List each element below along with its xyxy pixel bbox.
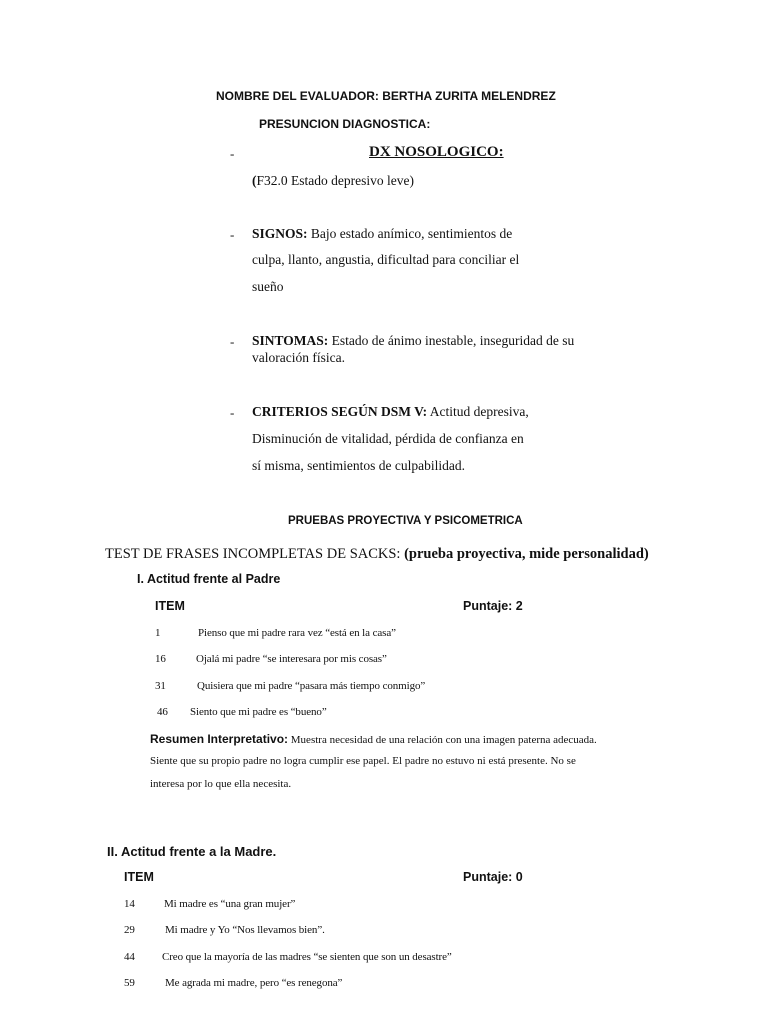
signos-line-3: sueño [252, 279, 284, 294]
criterios-line-1 [252, 404, 529, 420]
sintomas-line-2: valoración física. [252, 350, 345, 365]
item-number: 16 [155, 653, 166, 665]
criterios-text: Actitud depresiva, [427, 404, 529, 419]
bullet-dash: - [230, 146, 235, 161]
criterios-line-2: Disminución de vitalidad, pérdida de confianza en [252, 431, 524, 446]
signos-line-1 [252, 226, 512, 242]
sacks-test-title [105, 546, 649, 563]
item-text: Pienso que mi padre rara vez “está en la casa” [198, 627, 396, 639]
section-2-title: II. Actitud frente a la Madre. [107, 844, 277, 859]
item-text: Siento que mi padre es “bueno” [190, 706, 327, 718]
item-number: 46 [157, 706, 168, 718]
sacks-note: (prueba proyectiva, mide personalidad) [400, 546, 649, 562]
item-number: 1 [155, 627, 161, 639]
sintomas-label: SINTOMAS: [252, 333, 329, 348]
sacks-title-text: TEST DE FRASES INCOMPLETAS DE SACKS: [105, 546, 401, 562]
item-text: Mi madre y Yo “Nos llevamos bien”. [165, 924, 325, 936]
summary-label: Resumen Interpretativo: [150, 732, 289, 746]
signos-text: Bajo estado anímico, sentimientos de [307, 226, 513, 241]
item-number: 44 [124, 951, 135, 963]
item-text: Ojalá mi padre “se interesara por mis cosas” [196, 653, 387, 665]
section-1-title: I. Actitud frente al Padre [137, 572, 281, 586]
item-text: Quisiera que mi padre “pasara más tiempo conmigo” [197, 680, 426, 692]
bullet-dash: - [230, 405, 235, 420]
summary-text: Muestra necesidad de una relación con una imagen paterna adecuada. [288, 734, 597, 746]
item-text: Creo que la mayoría de las madres “se sienten que son un desastre” [162, 951, 452, 963]
evaluator-name: NOMBRE DEL EVALUADOR: BERTHA ZURITA MELENDREZ [216, 89, 556, 103]
sintomas-line-1 [252, 333, 574, 349]
item-number: 59 [124, 977, 135, 989]
summary-line-3: interesa por lo que ella necesita. [150, 778, 292, 790]
summary-line-2: Siente que su propio padre no logra cumplir ese papel. El padre no estuvo ni está presente. No se [150, 755, 576, 767]
item-number: 14 [124, 898, 135, 910]
criterios-line-3: sí misma, sentimientos de culpabilidad. [252, 458, 465, 473]
sintomas-text: Estado de ánimo inestable, inseguridad de su [328, 333, 575, 348]
item-number: 29 [124, 924, 135, 936]
item-text: Mi madre es “una gran mujer” [164, 898, 296, 910]
dx-code [252, 173, 414, 189]
section-2-score: Puntaje: 0 [463, 870, 523, 884]
section-1-score: Puntaje: 2 [463, 599, 523, 613]
item-text: Me agrada mi madre, pero “es renegona” [165, 977, 343, 989]
bullet-dash: - [230, 227, 235, 242]
summary-line-1 [150, 732, 597, 746]
presuncion-heading: PRESUNCION DIAGNOSTICA: [259, 117, 431, 131]
dx-open-paren: ( [252, 173, 257, 188]
section-1-item-label: ITEM [155, 599, 185, 613]
item-number: 31 [155, 680, 166, 692]
signos-label: SIGNOS: [252, 226, 308, 241]
dx-nosologico-title: DX NOSOLOGICO: [369, 144, 504, 160]
dx-text: F32.0 Estado depresivo leve) [256, 173, 414, 188]
section-2-item-label: ITEM [124, 870, 154, 884]
pruebas-heading: PRUEBAS PROYECTIVA Y PSICOMETRICA [288, 515, 523, 527]
bullet-dash: - [230, 334, 235, 349]
signos-line-2: culpa, llanto, angustia, dificultad para conciliar el [252, 252, 520, 267]
criterios-label: CRITERIOS SEGÚN DSM V: [252, 404, 428, 419]
